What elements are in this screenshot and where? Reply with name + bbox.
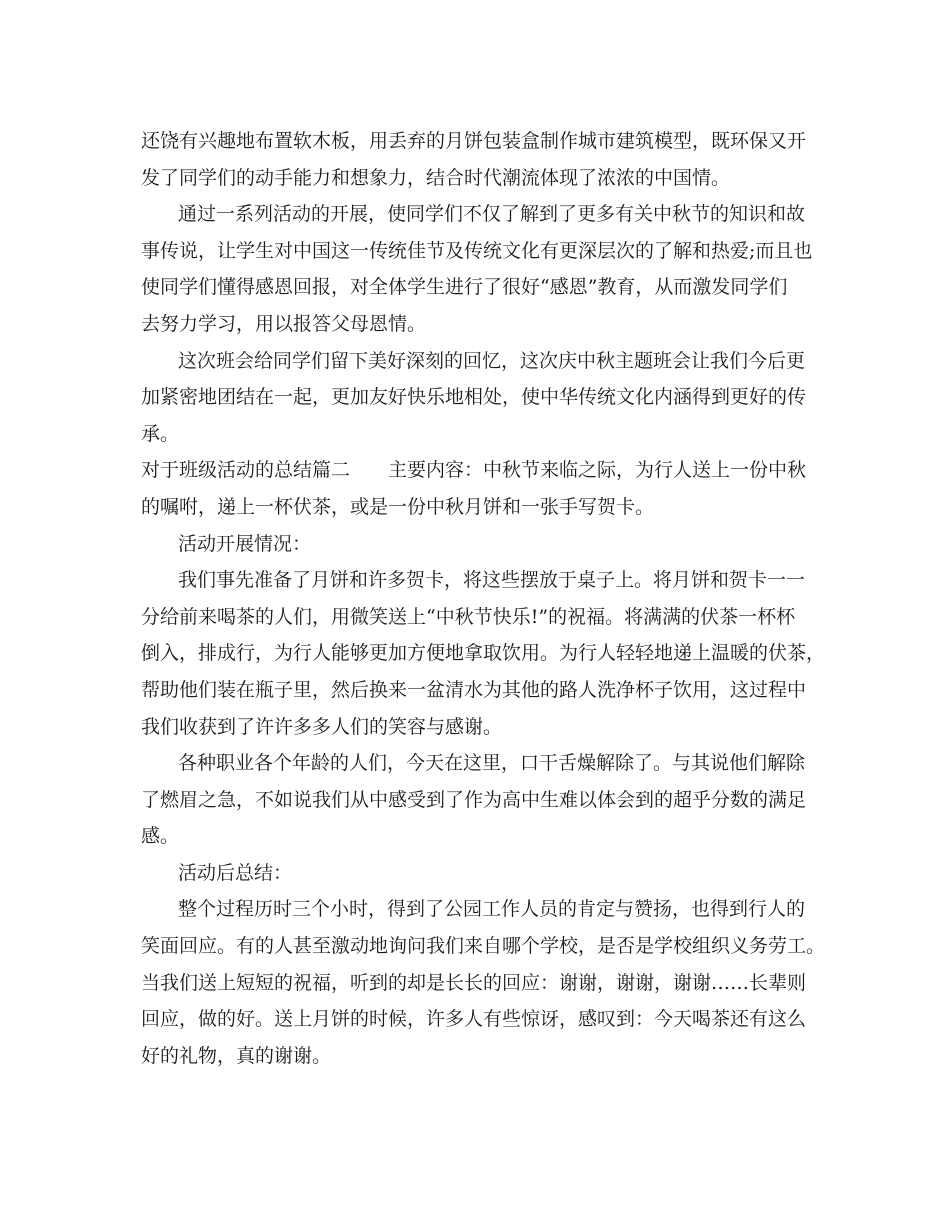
text-line: 帮助他们装在瓶子里，然后换来一盆清水为其他的路人洗净杯子饮用，这过程中 bbox=[141, 678, 807, 701]
document-body bbox=[141, 123, 826, 1074]
text-line: 回应，做的好。送上月饼的时候，许多人有些惊讶，感叹到：今天喝茶还有这么 bbox=[141, 1008, 807, 1031]
text-line: 承。 bbox=[141, 422, 180, 445]
text-line: 的嘱咐，递上一杯伏茶，或是一份中秋月饼和一张手写贺卡。 bbox=[141, 495, 655, 518]
paragraph-start: 各种职业各个年龄的人们，今天在这里，口干舌燥解除了。与其说他们解除 bbox=[178, 752, 806, 775]
paragraph-start: 我们事先准备了月饼和许多贺卡，将这些摆放于桌子上。将月饼和贺卡一一 bbox=[178, 569, 806, 592]
text-line: 发了同学们的动手能力和想象力，结合时代潮流体现了浓浓的中国情。 bbox=[141, 166, 731, 189]
text-line: 还饶有兴趣地布置软木板，用丢弃的月饼包装盒制作城市建筑模型，既环保又开 bbox=[141, 130, 807, 152]
paragraph-start: 整个过程历时三个小时，得到了公园工作人员的肯定与赞扬，也得到行人的 bbox=[178, 898, 806, 921]
text-line: 好的礼物，真的谢谢。 bbox=[141, 1044, 332, 1067]
text-line: 倒入，排成行，为行人能够更加方便地拿取饮用。为行人轻轻地递上温暖的伏茶， bbox=[141, 642, 826, 665]
text-line: 我们收获到了许许多多人们的笑容与感谢。 bbox=[141, 715, 503, 738]
text-line: 笑面回应。有的人甚至激动地询问我们来自哪个学校，是否是学校组织义务劳工。 bbox=[141, 935, 826, 958]
text-line: 去努力学习，用以报答父母恩情。 bbox=[141, 312, 427, 335]
text-line: 感。 bbox=[141, 825, 180, 848]
subheading: 活动后总结： bbox=[178, 861, 293, 884]
paragraph-start: 通过一系列活动的开展，使同学们不仅了解到了更多有关中秋节的知识和故 bbox=[178, 203, 806, 226]
text-line: 了燃眉之急，不如说我们从中感受到了作为高中生难以体会到的超乎分数的满足 bbox=[141, 788, 807, 811]
text-line: 事传说，让学生对中国这一传统佳节及传统文化有更深层次的了解和热爱;而且也 bbox=[141, 239, 813, 262]
section-heading: 对于班级活动的总结篇二 bbox=[141, 459, 351, 482]
text-line: 当我们送上短短的祝福，听到的却是长长的回应：谢谢，谢谢，谢谢……长辈则 bbox=[141, 971, 807, 994]
text-line: 加紧密地团结在一起，更加友好快乐地相处，使中华传统文化内涵得到更好的传 bbox=[141, 386, 807, 409]
text-line: 使同学们懂得感恩回报，对全体学生进行了很好“感恩”教育，从而激发同学们 bbox=[141, 276, 788, 299]
section-heading-line bbox=[141, 452, 811, 489]
subheading: 活动开展情况： bbox=[178, 532, 312, 555]
section-summary: 主要内容：中秋节来临之际，为行人送上一份中秋 bbox=[388, 459, 807, 482]
paragraph-start: 这次班会给同学们留下美好深刻的回忆，这次庆中秋主题班会让我们今后更 bbox=[178, 349, 806, 372]
text-line: 分给前来喝茶的人们，用微笑送上“中秋节快乐!”的祝福。将满满的伏茶一杯杯 bbox=[141, 605, 796, 628]
